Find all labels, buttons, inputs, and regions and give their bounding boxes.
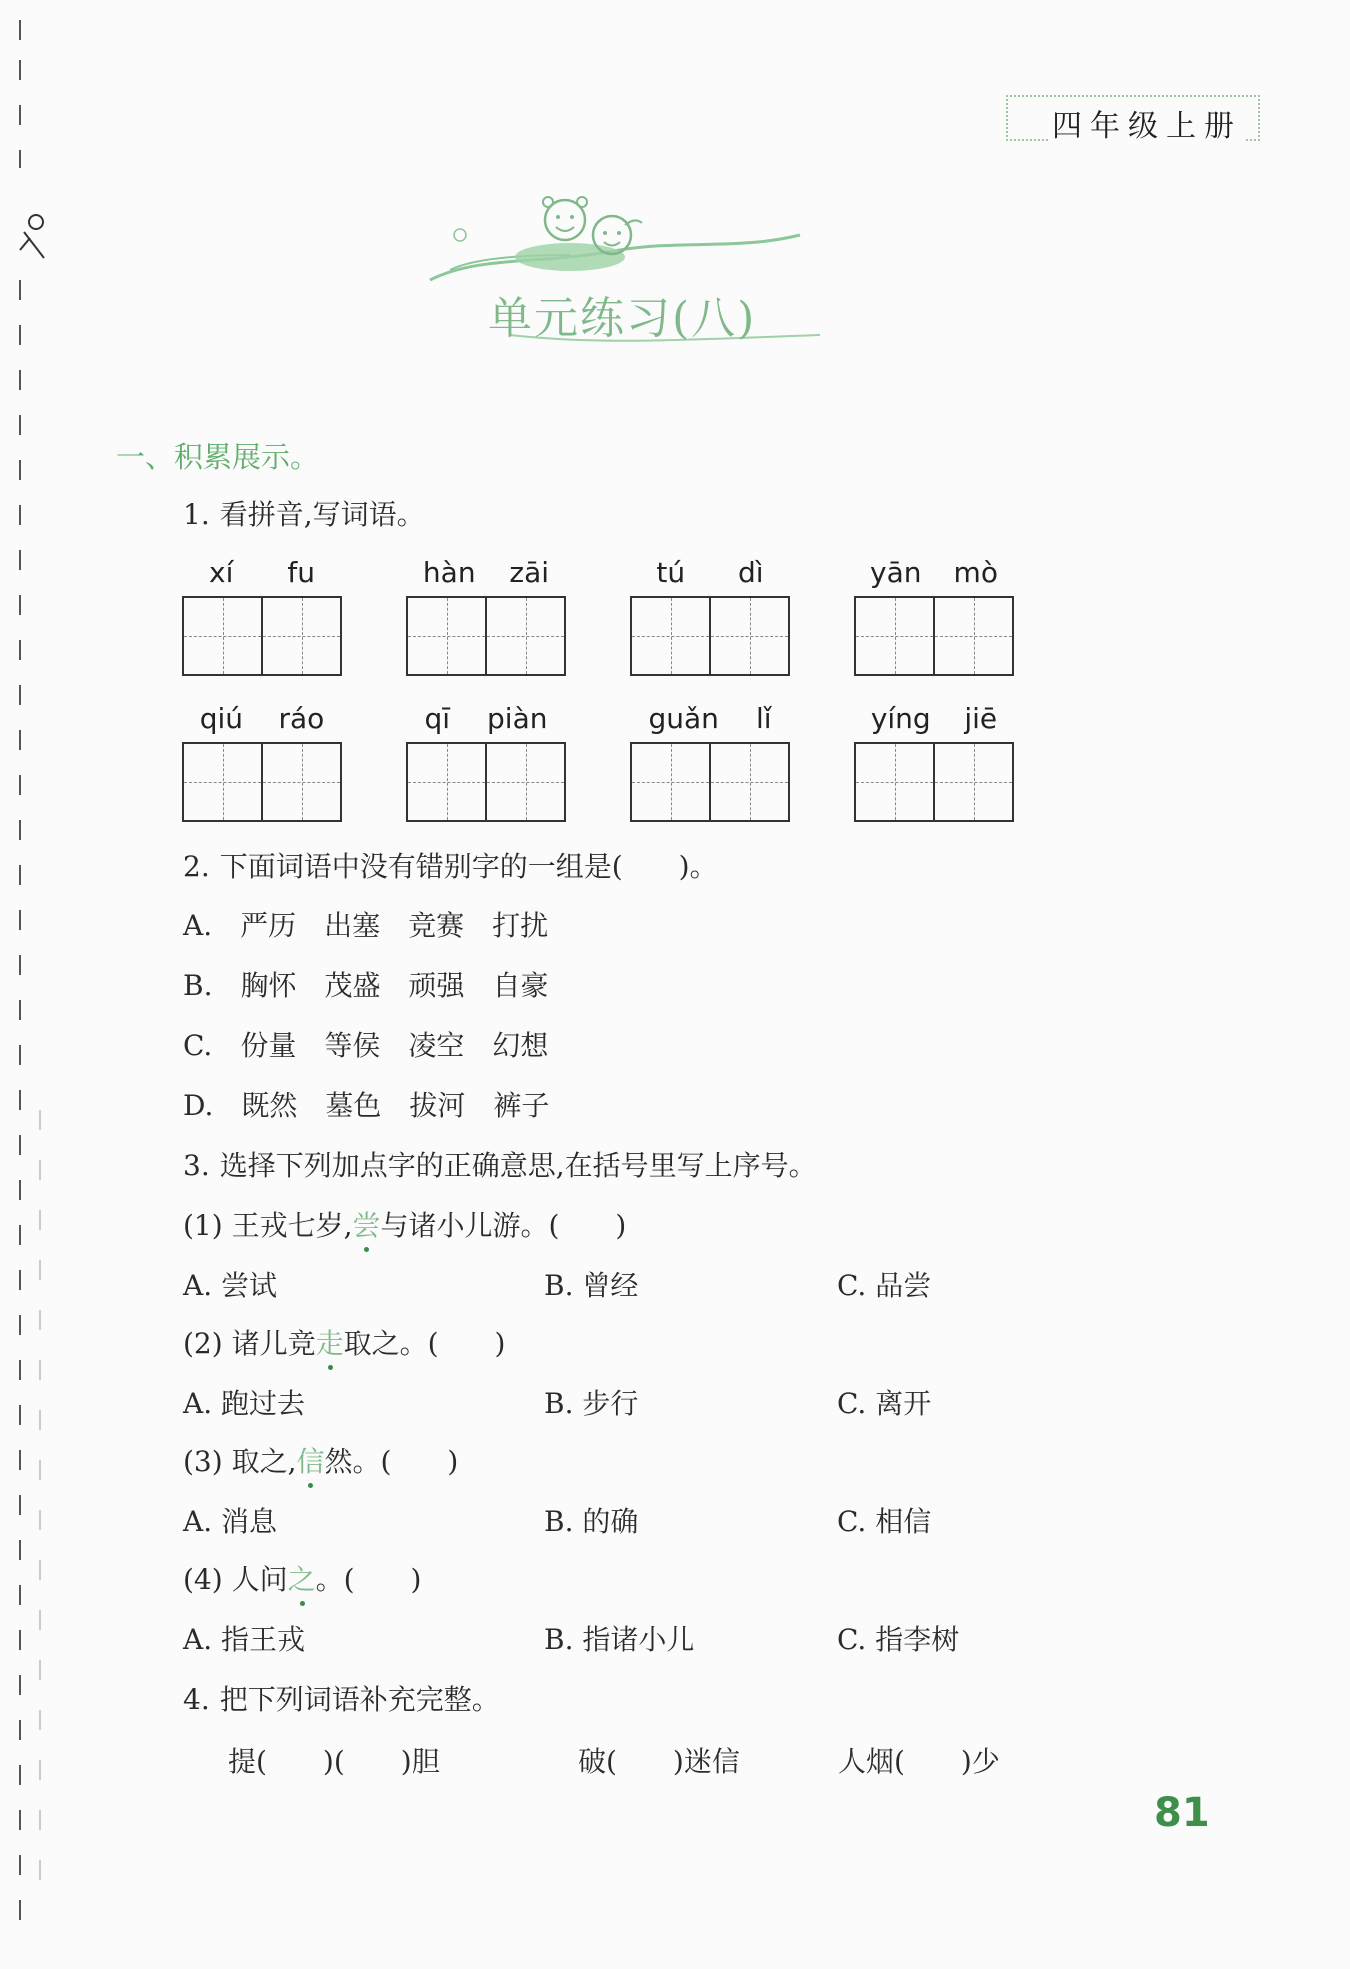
- option-word: 份量: [240, 1029, 297, 1062]
- option-word: 凌空: [408, 1029, 465, 1062]
- binding-marks: [14, 0, 54, 1969]
- sub-question-text: (3) 取之,: [183, 1445, 297, 1478]
- choice-c[interactable]: C. 相信: [837, 1505, 932, 1538]
- option-word: 顽强: [408, 969, 465, 1002]
- writing-box[interactable]: [406, 742, 566, 822]
- question-1: [183, 493, 425, 533]
- writing-box[interactable]: [630, 596, 790, 676]
- option-row[interactable]: [183, 904, 576, 944]
- emphasis-dot-icon: [300, 1601, 305, 1606]
- question-number: 3.: [183, 1149, 210, 1182]
- unit-title: 单元练习(八): [488, 293, 757, 344]
- question-2: [183, 845, 718, 885]
- option-label: D.: [183, 1089, 214, 1122]
- pinyin-syllable: yān: [870, 556, 922, 589]
- dotted-char: [288, 1563, 316, 1596]
- sub-question-text: 与诸小儿游。( ): [380, 1209, 627, 1242]
- option-row[interactable]: [183, 1084, 577, 1124]
- emphasis-dot-icon: [364, 1247, 369, 1252]
- option-row[interactable]: [183, 964, 577, 1004]
- question-4: [183, 1678, 500, 1718]
- pinyin-item: [406, 556, 566, 686]
- dotted-char: [352, 1209, 380, 1242]
- grade-header-box: [1006, 95, 1260, 144]
- fill-blank-item[interactable]: 人烟( )少: [838, 1745, 1000, 1778]
- emphasis-dot-icon: [308, 1483, 313, 1488]
- sub-question-2: [183, 1322, 505, 1362]
- question-text: 看拼音,写词语。: [219, 498, 425, 531]
- pinyin-syllable: qiú: [199, 702, 244, 735]
- writing-box[interactable]: [182, 742, 342, 822]
- pinyin-syllable: xí: [209, 556, 234, 589]
- writing-box[interactable]: [630, 742, 790, 822]
- option-word: 既然: [241, 1089, 298, 1122]
- option-label: C.: [183, 1029, 213, 1062]
- pinyin-syllable: tú: [656, 556, 686, 589]
- pinyin-syllable: zāi: [509, 556, 550, 589]
- question-text: 选择下列加点字的正确意思,在括号里写上序号。: [219, 1149, 817, 1182]
- choice-b[interactable]: B. 步行: [544, 1387, 639, 1420]
- pinyin-item: [182, 702, 342, 832]
- sub-question-4: [183, 1558, 421, 1598]
- choice-b[interactable]: B. 曾经: [544, 1269, 639, 1302]
- page-number: 81: [1154, 1790, 1210, 1836]
- choice-c[interactable]: C. 品尝: [837, 1269, 932, 1302]
- pinyin-syllable: qī: [424, 702, 451, 735]
- pinyin-syllable: fu: [287, 556, 315, 589]
- option-word: 拔河: [409, 1089, 466, 1122]
- option-word: 严历: [240, 909, 297, 942]
- sub-question-1: [183, 1204, 626, 1244]
- choice-b[interactable]: B. 指诸小儿: [544, 1623, 695, 1656]
- pinyin-syllable: ráo: [278, 702, 325, 735]
- option-label: A.: [183, 909, 213, 942]
- option-word: 裤子: [493, 1089, 550, 1122]
- sub-question-3: [183, 1440, 458, 1480]
- choice-a[interactable]: A. 跑过去: [183, 1387, 306, 1420]
- option-word: 等侯: [324, 1029, 381, 1062]
- highlight-char: 信: [296, 1445, 325, 1478]
- question-number: 1.: [183, 498, 210, 531]
- option-label: B.: [183, 969, 213, 1002]
- choice-a[interactable]: A. 尝试: [183, 1269, 278, 1302]
- pinyin-syllable: piàn: [487, 702, 548, 735]
- sub-question-text: (1) 王戎七岁,: [183, 1209, 353, 1242]
- pinyin-syllable: guǎn: [648, 702, 719, 735]
- section-title-accumulation: 一、积累展示。: [116, 440, 320, 474]
- option-word: 墓色: [325, 1089, 382, 1122]
- sub-question-text: (2) 诸儿竞: [183, 1327, 316, 1360]
- sub-question-text: (4) 人问: [183, 1563, 288, 1596]
- pinyin-item: [406, 702, 566, 832]
- highlight-char: 之: [287, 1563, 316, 1596]
- choice-c[interactable]: C. 指李树: [837, 1623, 960, 1656]
- choice-c[interactable]: C. 离开: [837, 1387, 932, 1420]
- option-word: 幻想: [492, 1029, 549, 1062]
- pinyin-item: [854, 556, 1014, 686]
- fill-blank-item[interactable]: 破( )迷信: [578, 1745, 740, 1778]
- pinyin-syllable: hàn: [422, 556, 476, 589]
- option-word: 胸怀: [240, 969, 297, 1002]
- emphasis-dot-icon: [328, 1365, 333, 1370]
- question-number: 2.: [183, 850, 210, 883]
- pinyin-syllable: dì: [738, 556, 764, 589]
- choice-a[interactable]: A. 指王戎: [183, 1623, 306, 1656]
- pinyin-item: [630, 556, 790, 686]
- writing-box[interactable]: [854, 742, 1014, 822]
- dotted-char: [296, 1445, 324, 1478]
- highlight-char: 走: [315, 1327, 344, 1360]
- option-word: 自豪: [492, 969, 549, 1002]
- fill-blank-item[interactable]: 提( )( )胆: [228, 1745, 440, 1778]
- scissors-icon: [20, 215, 44, 258]
- pinyin-syllable: lǐ: [755, 702, 772, 735]
- option-row[interactable]: [183, 1024, 576, 1064]
- pinyin-syllable: mò: [953, 556, 998, 589]
- question-text: 把下列词语补充完整。: [219, 1683, 500, 1716]
- pinyin-syllable: jiē: [964, 702, 998, 735]
- dotted-char: [316, 1327, 344, 1360]
- sub-question-text: 然。( ): [324, 1445, 459, 1478]
- question-3: [183, 1144, 817, 1184]
- sub-question-text: 取之。( ): [343, 1327, 506, 1360]
- pinyin-item: [630, 702, 790, 832]
- option-word: 出塞: [324, 909, 381, 942]
- option-word: 茂盛: [324, 969, 381, 1002]
- highlight-char: 尝: [352, 1209, 381, 1242]
- grade-label: 四年级上册: [1048, 101, 1246, 145]
- sub-question-text: 。( ): [315, 1563, 422, 1596]
- question-text: 下面词语中没有错别字的一组是( )。: [219, 850, 718, 883]
- pinyin-item: [854, 702, 1014, 832]
- pinyin-item: [182, 556, 342, 686]
- choice-b[interactable]: B. 的确: [544, 1505, 639, 1538]
- writing-box[interactable]: [182, 596, 342, 676]
- option-word: 打扰: [492, 909, 549, 942]
- question-number: 4.: [183, 1683, 210, 1716]
- writing-box[interactable]: [406, 596, 566, 676]
- pinyin-syllable: yíng: [870, 702, 931, 735]
- option-word: 竞赛: [408, 909, 465, 942]
- choice-a[interactable]: A. 消息: [183, 1505, 278, 1538]
- writing-box[interactable]: [854, 596, 1014, 676]
